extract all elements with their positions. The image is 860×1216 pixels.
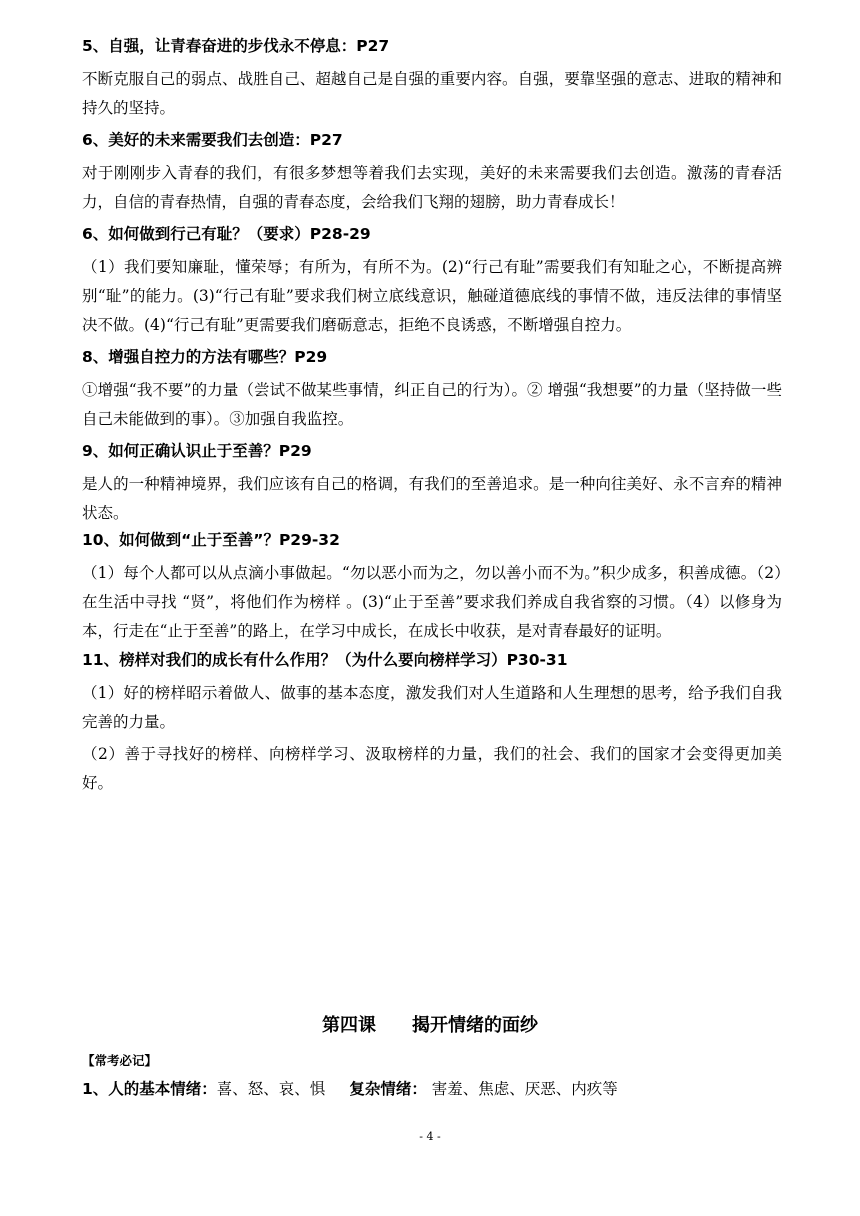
basic-emotions-text: 喜、怒、哀、惧 [216, 1080, 326, 1098]
section-6b [82, 224, 782, 340]
section-heading: 10、如何做到“止于至善”？P29-32 [82, 531, 340, 549]
section-11 [82, 650, 782, 798]
section-paragraph: （2）善于寻找好的榜样、向榜样学习、汲取榜样的力量，我们的社会、我们的国家才会变得更加美好。 [82, 745, 782, 792]
complex-emotions-text: 害羞、焦虑、厌恶、内疚等 [426, 1080, 618, 1098]
section-paragraph: 对于刚刚步入青春的我们，有很多梦想等着我们去实现，美好的未来需要我们去创造。激荡的青春活力，自信的青春热情，自强的青春态度，会给我们飞翔的翅膀，助力青春成长！ [82, 164, 782, 211]
section-paragraph: （1）我们要知廉耻，懂荣辱；有所为，有所不为。(2)“行己有耻”需要我们有知耻之心，不断提高辨别“耻”的能力。(3)“行己有耻”要求我们树立底线意识，触碰道德底线的事情不做，违反法律的事情坚决不做。(4)“行己有耻”更需要我们磨砺意志，拒绝不良诱惑，不断增强自控力。 [82, 258, 782, 334]
document-body [82, 36, 782, 798]
section-heading: 5、自强，让青春奋进的步伐永不停息：P27 [82, 37, 390, 55]
section-8 [82, 347, 782, 434]
section-paragraph: （1）好的榜样昭示着做人、做事的基本态度，激发我们对人生道路和人生理想的思考，给予我们自我完善的力量。 [82, 684, 782, 731]
section-heading: 9、如何正确认识止于至善？P29 [82, 442, 312, 460]
section-paragraph: （1）每个人都可以从点滴小事做起。“勿以恶小而为之，勿以善小而不为。”积少成多，积善成德。（2）在生活中寻找 “贤”，将他们作为榜样 。(3)“止于至善”要求我们养成自我省察的习惯。（4）以修身为本，行走在“止于至善”的路上，在学习中成长，在成长中收获，是对青春最好的证明。 [82, 564, 782, 640]
section-tag: 【常考必记】 [82, 1053, 158, 1068]
section-paragraph: 不断克服自己的弱点、战胜自己、超越自己是自强的重要内容。自强，要靠坚强的意志、进取的精神和持久的坚持。 [82, 70, 782, 117]
section-heading: 8、增强自控力的方法有哪些？P29 [82, 348, 328, 366]
section-heading: 11、榜样对我们的成长有什么作用？（为什么要向榜样学习）P30-31 [82, 651, 568, 669]
page-number: - 4 - [419, 1130, 441, 1143]
basic-emotions-label: 1、人的基本情绪： [82, 1080, 217, 1098]
complex-emotions-label: 复杂情绪： [349, 1080, 427, 1098]
chapter-title: 第四课 揭开情绪的面纱 [322, 1015, 538, 1036]
section-9 [82, 441, 782, 528]
section-heading: 6、美好的未来需要我们去创造：P27 [82, 131, 343, 149]
emotions-line [82, 1077, 802, 1099]
section-paragraph: 是人的一种精神境界，我们应该有自己的格调，有我们的至善追求。是一种向往美好、永不言弃的精神状态。 [82, 475, 782, 522]
section-6a [82, 130, 782, 217]
section-heading: 6、如何做到行己有耻？（要求）P28-29 [82, 225, 371, 243]
section-10 [82, 530, 782, 646]
section-paragraph: ①增强“我不要”的力量（尝试不做某些事情，纠正自己的行为）。② 增强“我想要”的力量（坚持做一些自己未能做到的事）。③加强自我监控。 [82, 381, 782, 428]
section-5 [82, 36, 782, 123]
